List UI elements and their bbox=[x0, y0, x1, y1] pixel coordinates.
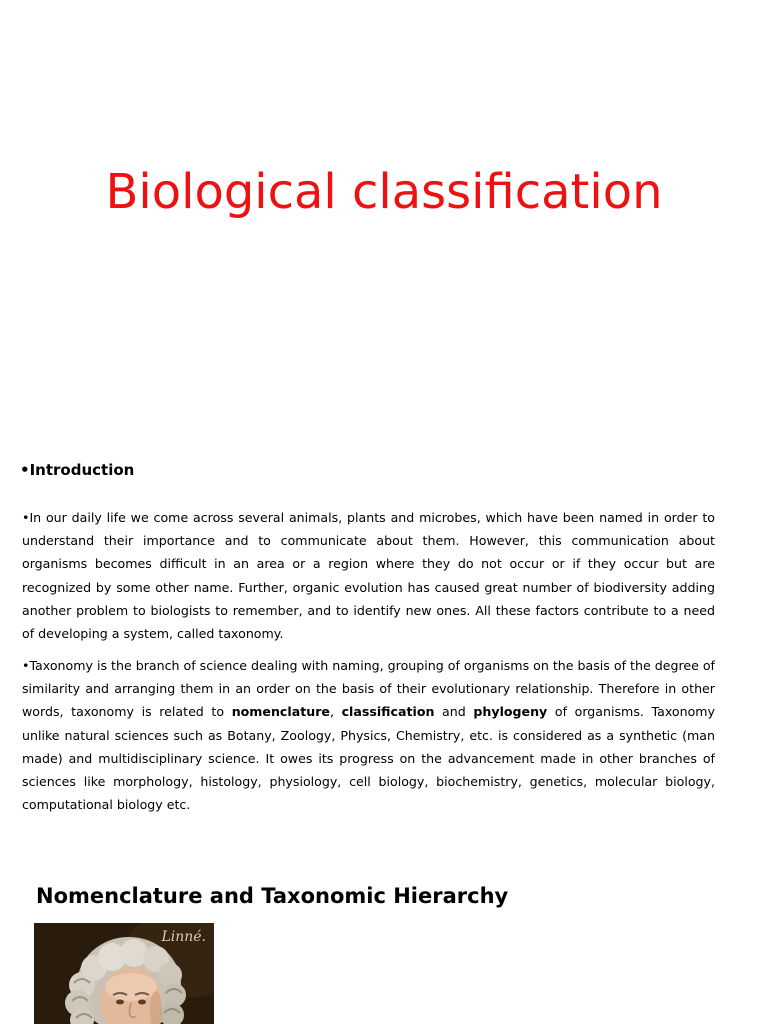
intro-paragraph-1-text: In our daily life we come across several animals, plants and microbes, which have been named in order to understand their importance and to communicate about them. However, this communication about organisms becomes difficult in an area or a region where they do not occur or if they occur but are recognized by some other name. Further, organic evolution has caused great number of biodiversity adding another problem to biologists to remember, and to identify new ones. All these factors contribute to a need of developing a system, called taxonomy. bbox=[22, 510, 715, 642]
term-classification: classification bbox=[341, 704, 435, 720]
signature: Linné. bbox=[161, 929, 206, 945]
bullet-icon: • bbox=[22, 510, 30, 525]
page-title: Biological classification bbox=[105, 164, 663, 220]
separator-2: and bbox=[434, 704, 474, 720]
intro-paragraph-1 bbox=[22, 506, 715, 645]
bullet-icon: • bbox=[22, 658, 30, 673]
intro-heading-text: Introduction bbox=[29, 461, 135, 479]
paragraph-2-part-1: Taxonomy is the branch of science dealing with naming, grouping of organisms on the basis of the degree of similarity and arranging them in an order on the basis of their evolutionary relationship. Therefore in other words, taxonomy is related to bbox=[22, 658, 715, 720]
term-phylogeny: phylogeny bbox=[473, 704, 548, 720]
intro-heading bbox=[20, 460, 134, 480]
linnaeus-portrait bbox=[34, 923, 214, 1024]
section-heading: Nomenclature and Taxonomic Hierarchy bbox=[36, 884, 509, 908]
bullet-icon: • bbox=[20, 461, 30, 479]
term-nomenclature: nomenclature bbox=[231, 704, 330, 720]
intro-paragraph-2 bbox=[22, 654, 715, 816]
separator-1: , bbox=[329, 704, 342, 720]
paragraph-2-part-2: of organisms. Taxonomy unlike natural sciences such as Botany, Zoology, Physics, Chemistry, etc. is considered as a synthetic (man made) and multidisciplinary science. It owes its progress on the advancement made in other branches of sciences like morphology, histology, physiology, cell biology, biochemistry, genetics, molecular biology, computational biology etc. bbox=[22, 704, 716, 813]
